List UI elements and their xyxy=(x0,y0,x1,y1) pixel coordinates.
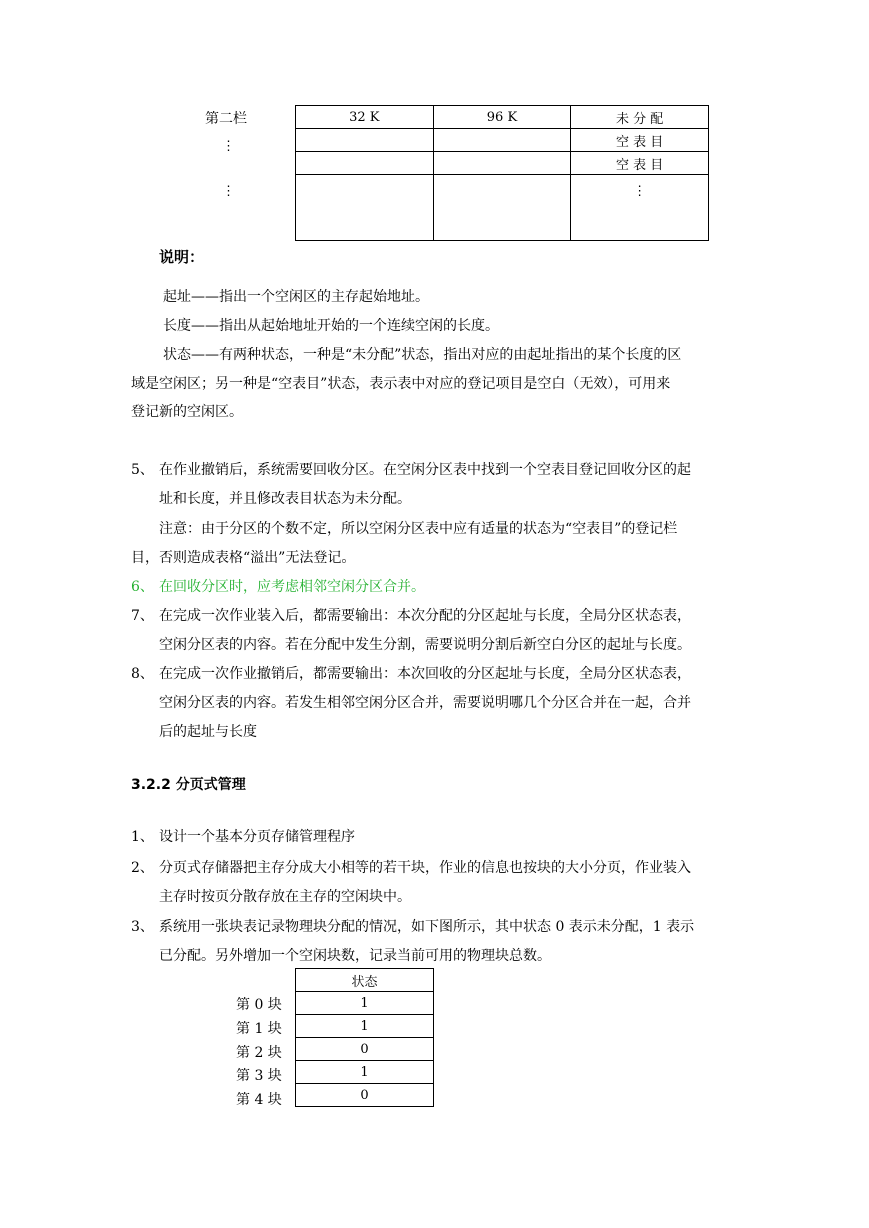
list-item: 在完成一次作业装入后，都需要输出：本次分配的分区起址与长度，全局分区状态表， xyxy=(159,608,691,624)
list-item-number: 3、 xyxy=(131,919,154,935)
table-cell xyxy=(433,175,571,241)
table-cell: 空 表 目 xyxy=(571,129,709,152)
table-row xyxy=(296,175,709,241)
table-cell xyxy=(433,129,571,152)
list-item-number: 2、 xyxy=(131,860,154,876)
table-row xyxy=(296,129,709,152)
table-cell: 空 表 目 xyxy=(571,152,709,175)
list-item-number: 1、 xyxy=(131,829,154,845)
block-label: 第 1 块 xyxy=(236,1021,282,1037)
block-label: 第 4 块 xyxy=(236,1092,282,1108)
table-row xyxy=(296,1061,434,1084)
table-cell xyxy=(296,152,434,175)
table-cell: 1 xyxy=(296,992,434,1015)
list-item: 在完成一次作业撤销后，都需要输出：本次回收的分区起址与长度，全局分区状态表， xyxy=(159,666,691,682)
table-cell: 96 K xyxy=(433,106,571,129)
list-item: 分页式存储器把主存分成大小相等的若干块，作业的信息也按块的大小分页，作业装入 xyxy=(159,860,691,876)
table-cell: ⋮ xyxy=(571,175,709,241)
list-item: 后的起址与长度 xyxy=(159,724,257,740)
block-label: 第 2 块 xyxy=(236,1045,282,1061)
table-cell: 32 K xyxy=(296,106,434,129)
list-item: 空闲分区表的内容。若发生相邻空闲分区合并，需要说明哪几个分区合并在一起，合并 xyxy=(159,695,691,711)
table-header-status: 状态 xyxy=(296,969,434,992)
explanation-paragraph: 起址——指出一个空闲区的主存起始地址。 xyxy=(163,289,429,305)
list-item-number: 7、 xyxy=(131,608,154,624)
table-cell xyxy=(296,129,434,152)
explanation-paragraph: 长度——指出从起始地址开始的一个连续空闲的长度。 xyxy=(163,318,499,334)
table-cell: 未 分 配 xyxy=(571,106,709,129)
table-row xyxy=(296,1015,434,1038)
explanation-paragraph: 登记新的空闲区。 xyxy=(131,404,243,420)
list-item: 主存时按页分散存放在主存的空闲块中。 xyxy=(159,889,411,905)
note-paragraph: 目，否则造成表格“溢出”无法登记。 xyxy=(131,550,356,566)
block-label: 第 3 块 xyxy=(236,1068,282,1084)
table-cell: 0 xyxy=(296,1038,434,1061)
table-cell xyxy=(296,175,434,241)
table-cell: 1 xyxy=(296,1015,434,1038)
list-item: 系统用一张块表记录物理块分配的情况，如下图所示，其中状态 0 表示未分配，1 表示 xyxy=(159,919,695,935)
list-item-number: 6、 xyxy=(131,579,154,595)
list-item-number: 5、 xyxy=(131,462,154,478)
table-cell: 1 xyxy=(296,1061,434,1084)
table-row xyxy=(296,106,709,129)
explanation-paragraph: 状态——有两种状态，一种是“未分配”状态，指出对应的由起址指出的某个长度的区 xyxy=(163,347,682,363)
list-item: 址和长度，并且修改表目状态为未分配。 xyxy=(159,491,411,507)
list-item-number: 8、 xyxy=(131,666,154,682)
table-row xyxy=(296,152,709,175)
list-item: 空闲分区表的内容。若在分配中发生分割，需要说明分割后新空白分区的起址与长度。 xyxy=(159,637,691,653)
table-header-row xyxy=(296,969,434,992)
table-cell: 0 xyxy=(296,1084,434,1107)
list-item-highlighted: 在回收分区时，应考虑相邻空闲分区合并。 xyxy=(159,579,425,595)
explanation-title: 说明： xyxy=(159,248,205,266)
table-row xyxy=(296,1038,434,1061)
note-paragraph: 注意：由于分区的个数不定，所以空闲分区表中应有适量的状态为“空表目”的登记栏 xyxy=(159,521,678,537)
row-label-second: 第二栏 xyxy=(205,111,247,127)
block-label: 第 0 块 xyxy=(236,997,282,1013)
table-row xyxy=(296,992,434,1015)
row-label-vdots-1: ⋮ xyxy=(222,139,235,154)
table-row xyxy=(296,1084,434,1107)
block-status-table xyxy=(295,968,434,1107)
section-heading: 3.2.2 分页式管理 xyxy=(131,777,246,793)
list-item: 在作业撤销后，系统需要回收分区。在空闲分区表中找到一个空表目登记回收分区的起 xyxy=(159,462,691,478)
row-label-vdots-2: ⋮ xyxy=(222,184,235,199)
list-item: 已分配。另外增加一个空闲块数，记录当前可用的物理块总数。 xyxy=(159,948,551,964)
free-partition-table xyxy=(295,105,709,241)
explanation-paragraph: 域是空闲区；另一种是“空表目”状态，表示表中对应的登记项目是空白（无效），可用来 xyxy=(131,376,671,392)
table-cell xyxy=(433,152,571,175)
list-item: 设计一个基本分页存储管理程序 xyxy=(159,829,355,845)
